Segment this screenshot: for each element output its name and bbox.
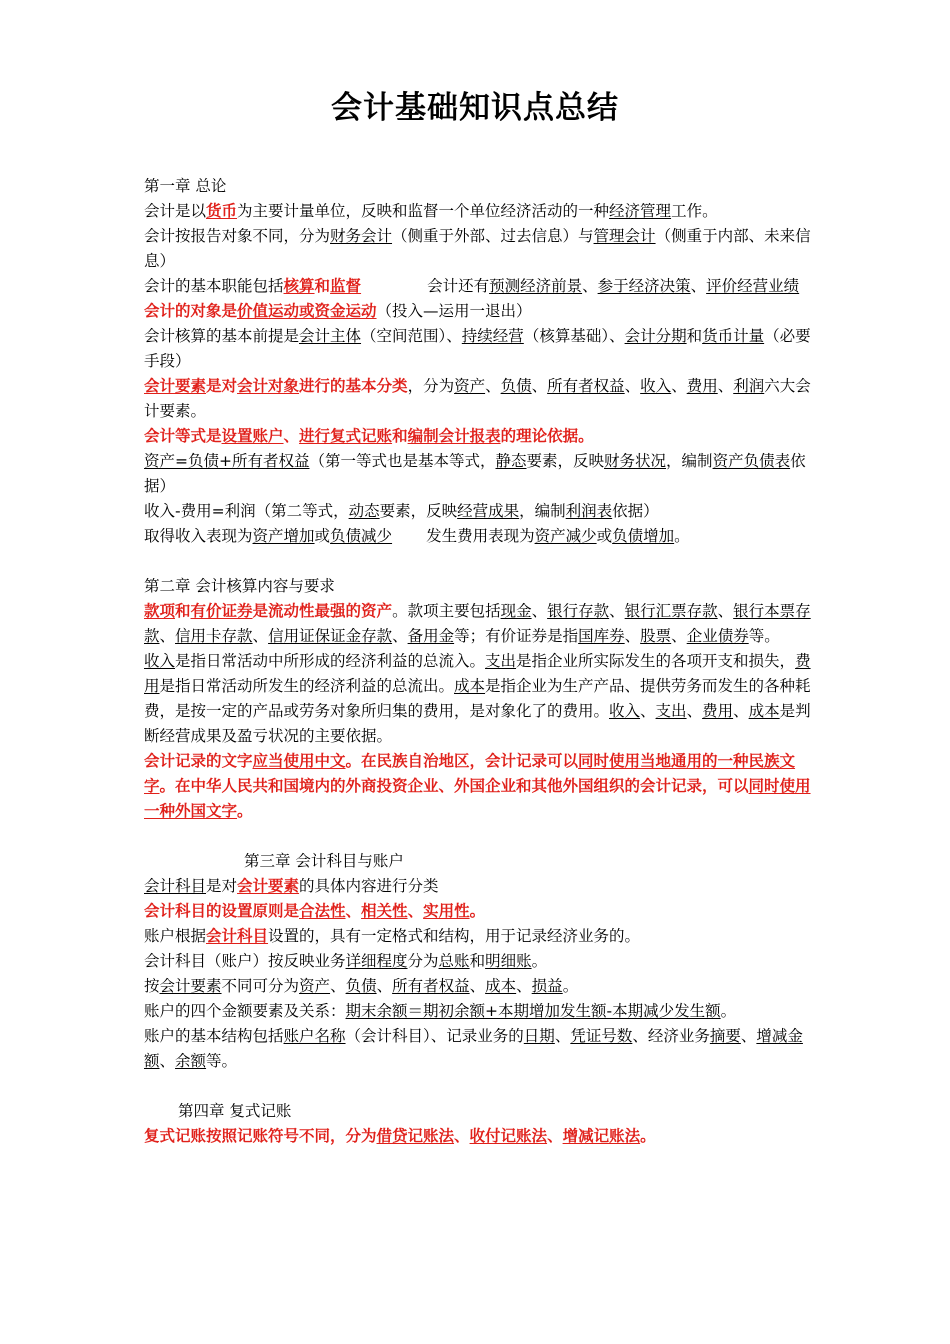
paragraph: 款项和有价证券是流动性最强的资产。款项主要包括现金、银行存款、银行汇票存款、银行本票存款、信用卡存款、信用证保证金存款、备用金等；有价证券是指国库券、股票、企业债券等。 xyxy=(144,602,811,645)
paragraph: 会计等式是设置账户、进行复式记账和编制会计报表的理论依据。 xyxy=(144,427,594,445)
paragraph: 账户的基本结构包括账户名称（会计科目）、记录业务的日期、凭证号数、经济业务摘要、增减金额、余额等。 xyxy=(144,1027,803,1070)
paragraph: 会计核算的基本前提是会计主体（空间范围）、持续经营（核算基础）、会计分期和货币计量（必要手段） xyxy=(144,327,811,370)
chapter-heading: 第三章 会计科目与账户 xyxy=(244,852,404,870)
paragraph: 收入是指日常活动中所形成的经济利益的总流入。支出是指企业所实际发生的各项开支和损失，费用是指日常活动所发生的经济利益的总流出。成本是指企业为生产产品、提供劳务而发生的各种耗费，是按一定的产品或劳务对象所归集的费用，是对象化了的费用。收入、支出、费用、成本是判断经营成果及盈亏状况的主要依据。 xyxy=(144,652,811,745)
chapter-heading: 第一章 总论 xyxy=(144,177,227,195)
document-body xyxy=(144,174,814,1149)
page-title: 会计基础知识点总结 xyxy=(331,90,619,126)
paragraph: 按会计要素不同可分为资产、负债、所有者权益、成本、损益。 xyxy=(144,977,579,995)
chapter-heading: 第二章 会计核算内容与要求 xyxy=(144,577,335,595)
paragraph: 会计科目的设置原则是合法性、相关性、实用性。 xyxy=(144,902,486,920)
paragraph: 账户根据会计科目设置的，具有一定格式和结构，用于记录经济业务的。 xyxy=(144,927,641,945)
paragraph: 会计的基本职能包括核算和监督 会计还有预测经济前景、参于经济决策、评价经营业绩 xyxy=(144,277,800,295)
paragraph: 会计记录的文字应当使用中文。在民族自治地区，会计记录可以同时使用当地通用的一种民族文字。在中华人民共和国境内的外商投资企业、外国企业和其他外国组织的会计记录，可以同时使用一种外国文字。 xyxy=(144,752,811,820)
paragraph: 会计科目是对会计要素的具体内容进行分类 xyxy=(144,877,439,895)
paragraph: 账户的四个金额要素及关系：期末余额＝期初余额+本期增加发生额-本期减少发生额。 xyxy=(144,1002,737,1020)
paragraph: 会计的对象是价值运动或资金运动（投入—运用一退出） xyxy=(144,302,532,320)
paragraph: 取得收入表现为资产增加或负债减少 发生费用表现为资产减少或负债增加。 xyxy=(144,527,690,545)
paragraph: 复式记账按照记账符号不同，分为借贷记账法、收付记账法、增减记账法。 xyxy=(144,1127,656,1145)
paragraph: 资产=负债+所有者权益（第一等式也是基本等式，静态要素，反映财务状况，编制资产负债表依据） xyxy=(144,452,806,495)
paragraph: 会计按报告对象不同，分为财务会计（侧重于外部、过去信息）与管理会计（侧重于内部、未来信息） xyxy=(144,227,811,270)
paragraph: 会计要素是对会计对象进行的基本分类，分为资产、负债、所有者权益、收入、费用、利润六大会计要素。 xyxy=(144,377,811,420)
paragraph: 收入-费用=利润（第二等式，动态要素，反映经营成果，编制利润表依据） xyxy=(144,502,659,520)
chapter-heading: 第四章 复式记账 xyxy=(178,1102,292,1120)
paragraph: 会计是以货币为主要计量单位，反映和监督一个单位经济活动的一种经济管理工作。 xyxy=(144,202,718,220)
paragraph: 会计科目（账户）按反映业务详细程度分为总账和明细账。 xyxy=(144,952,548,970)
